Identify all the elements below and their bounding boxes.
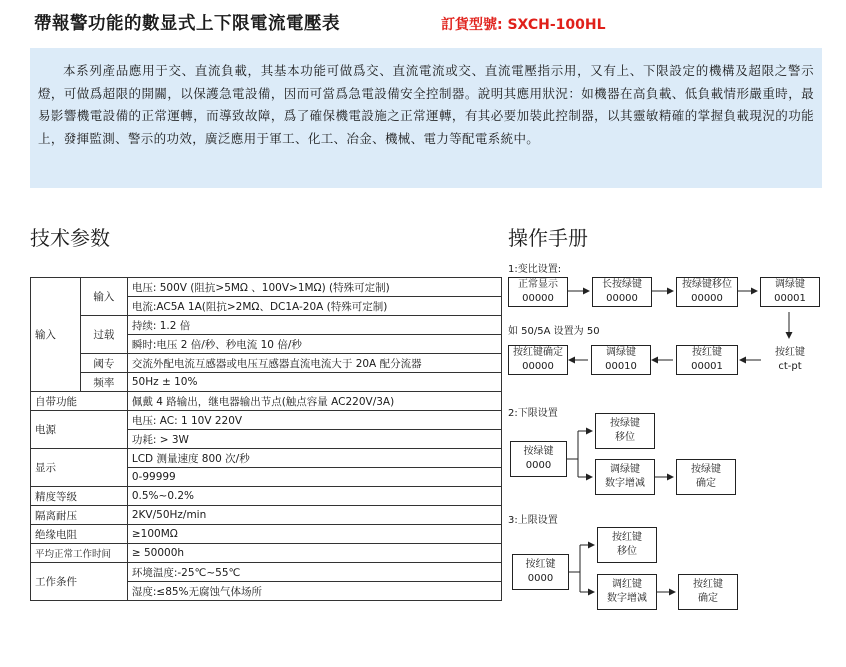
spec-heading: 技术参数 — [30, 226, 110, 250]
conditions-temp-cell: 环境温度:-25℃~55℃ — [127, 563, 501, 582]
intro-paragraph: 本系列產品應用于交、直流負載，其基本功能可做爲交、直流電流或交、直流電壓指示用，又有上、下限設定的機構及超限之警示燈，可做爲超限的開關，以保護急電設備，因而可當爲急電設備安全控制器。說明其應用狀況：如機器在高負載、低負載情形嚴重時，最易影響機電設備的正常運轉，而導致故障，爲了確保機電設施之正常運轉，有其必要加裝此控制器，以其靈敏精確的掌握負載現況的功能上，發揮監測、警示的功效，廣泛應用于軍工、化工、冶金、機械、電力等配電系統中。 — [38, 63, 814, 146]
flow-box-line: 调绿键 — [610, 464, 640, 475]
flow-box-line: 按红键 — [525, 559, 556, 570]
flow-box-line: 00000 — [606, 293, 638, 304]
power-consumption-cell: 功耗: > 3W — [127, 430, 501, 449]
accuracy-cell: 精度等级 — [31, 487, 128, 506]
threshold-cell: 阈专 — [80, 354, 127, 373]
flow-box — [760, 277, 820, 307]
insulation-value-cell: ≥100MΩ — [127, 525, 501, 544]
manual-heading: 操作手册 — [508, 226, 588, 250]
accuracy-value-cell: 0.5%~0.2% — [127, 487, 501, 506]
flow-box — [591, 345, 651, 375]
flow-box — [597, 574, 657, 610]
flow-box-line: 按绿键 — [610, 418, 640, 429]
flow-box-line: 按红键 — [692, 347, 722, 358]
input-group-cell: 输入 — [31, 278, 81, 392]
flow-box — [512, 554, 569, 590]
flow-box — [592, 277, 652, 307]
flow-box — [597, 527, 657, 563]
flow-box-line: 数字增减 — [607, 593, 647, 604]
builtin-cell: 自带功能 — [31, 392, 128, 411]
builtin-value-cell: 佩戴 4 路输出，继电器输出节点(触点容量 AC220V/3A) — [127, 392, 501, 411]
isolation-cell: 隔离耐压 — [31, 506, 128, 525]
flow-box-line: 00001 — [691, 361, 723, 372]
flow-box-line: 调红键 — [612, 579, 642, 590]
frequency-value-cell: 50Hz ± 10% — [127, 373, 501, 392]
threshold-value-cell: 交流外配电流互感器或电压互感器直流电流大于 20A 配分流器 — [127, 354, 501, 373]
step2-label: 2:下限设置 — [508, 408, 558, 419]
flow-box-line: 正常显示 — [518, 279, 558, 290]
flow-box — [676, 277, 738, 307]
flow-box-line: 确定 — [698, 593, 718, 604]
flow-box-line: 确定 — [696, 478, 716, 489]
power-cell: 电源 — [31, 411, 128, 449]
flow-box-line: 00000 — [522, 293, 554, 304]
flow-box-line: 调绿键 — [775, 279, 805, 290]
flow-box-line: 0000 — [527, 573, 554, 584]
mtbf-cell: 平均正常工作时间 — [31, 544, 128, 563]
power-voltage-cell: 电压: AC: 1 10V 220V — [127, 411, 501, 430]
input-current-cell: 电流:AC5A 1A(阻抗>2MΩ、DC1A-20A (特殊可定制) — [127, 297, 501, 316]
flow-box-line: 移位 — [617, 546, 637, 557]
step1-label: 1:变比设置: — [508, 264, 562, 275]
flow-box-line: 数字增减 — [605, 478, 645, 489]
order-number: 訂貨型號: SXCH-100HL — [441, 17, 606, 33]
flow-box-line: 调绿键 — [606, 347, 636, 358]
flow-box-line: 按红键 — [612, 532, 642, 543]
flow-box-line: 按绿键移位 — [682, 279, 732, 290]
flow-box-line: 按红键 — [775, 347, 805, 358]
flow-box — [508, 345, 568, 375]
mtbf-value-cell: ≥ 50000h — [127, 544, 501, 563]
flow-box-line: 0000 — [525, 460, 552, 471]
input-sub-cell: 输入 — [80, 278, 127, 316]
frequency-cell: 频率 — [80, 373, 127, 392]
flow-box — [676, 345, 738, 375]
display-cell: 显示 — [31, 449, 128, 487]
flow-box-line: 按绿键 — [523, 446, 554, 457]
flow-box — [510, 441, 567, 477]
flow-box — [678, 574, 738, 610]
flow-box-line: 按绿键 — [691, 464, 721, 475]
flow-box-line: 00001 — [774, 293, 806, 304]
insulation-cell: 绝缘电阻 — [31, 525, 128, 544]
flow-box-line: 00000 — [522, 361, 554, 372]
conditions-cell: 工作条件 — [31, 563, 128, 601]
flow-box-line: 移位 — [615, 432, 635, 443]
overload-cell: 过载 — [80, 316, 127, 354]
display-speed-cell: LCD 测量速度 800 次/秒 — [127, 449, 501, 468]
input-voltage-cell: 电压: 500V (阻抗>5MΩ 、100V>1MΩ) (特殊可定制) — [127, 278, 501, 297]
flow-box — [508, 277, 568, 307]
flow-box — [595, 459, 655, 495]
conditions-humidity-cell: 湿度:≤85%无腐蚀气体场所 — [127, 582, 501, 601]
flow-box-line: 按红键确定 — [513, 347, 563, 358]
flow-box — [762, 345, 818, 375]
flow-box-line: 长按绿键 — [602, 279, 642, 290]
flow-box — [676, 459, 736, 495]
display-range-cell: 0-99999 — [127, 468, 501, 487]
flow-box-line: 按红键 — [693, 579, 723, 590]
overload-instant-cell: 瞬时:电压 2 倍/秒、秒电流 10 倍/秒 — [127, 335, 501, 354]
flow-box — [595, 413, 655, 449]
flow-box-line: ct-pt — [778, 361, 802, 372]
flow-box-line: 00010 — [605, 361, 637, 372]
page-title: 帶報警功能的數显式上下限電流電壓表 — [34, 14, 340, 34]
flow-box-line: 00000 — [691, 293, 723, 304]
isolation-value-cell: 2KV/50Hz/min — [127, 506, 501, 525]
step3-label: 3:上限设置 — [508, 515, 558, 526]
step1-note: 如 50/5A 设置为 50 — [508, 326, 600, 337]
overload-continuous-cell: 持续: 1.2 倍 — [127, 316, 501, 335]
